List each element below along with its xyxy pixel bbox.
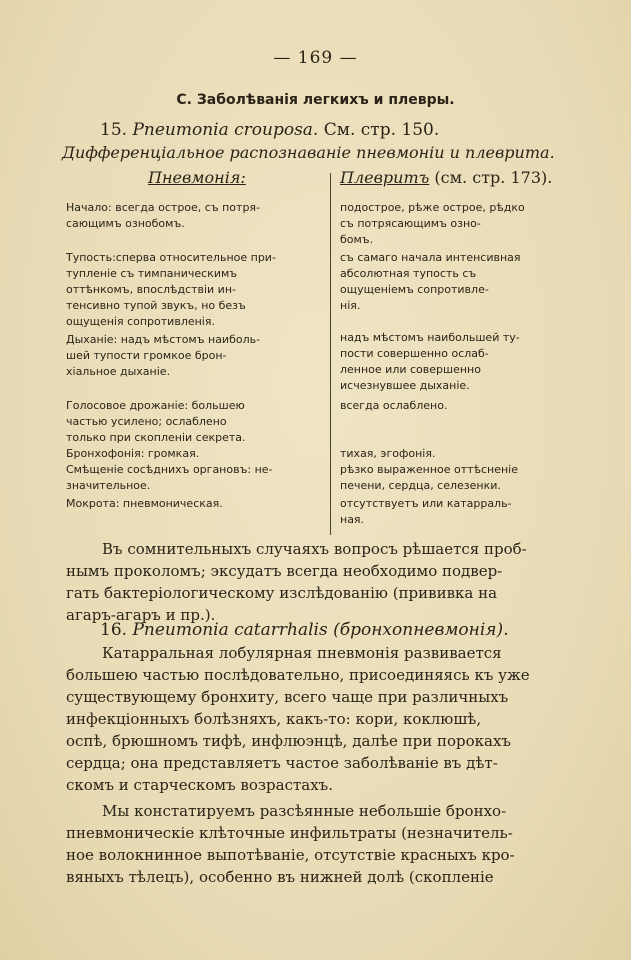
item-15-heading xyxy=(100,120,439,140)
item-16-latin: Pneumonia catarrhalis xyxy=(132,620,328,640)
pleuritis-ref: (см. стр. 173). xyxy=(434,168,553,187)
right-row-fremitus: всегда ослаблено. xyxy=(340,399,448,412)
section-title: С. Заболѣванія легкихъ и плевры. xyxy=(176,92,455,108)
differential-title: Дифференціальное распознаваніе пневмоніи и плеврита. xyxy=(62,143,555,162)
right-row-bronchophony: тихая, эгофонія. xyxy=(340,447,436,460)
left-row-sputum: Мокрота: пневмоническая. xyxy=(66,497,223,510)
left-row-dullness: Тупость:сперва относительное при- тупленіе съ тимпаническимъ оттѣнкомъ, впослѣдствіи ин- тенсивно тупой звукъ, но безъ ощущенія сопротивленія. xyxy=(66,251,276,328)
left-row-onset: Начало: всегда острое, съ потря- сающимъ ознобомъ. xyxy=(66,201,261,230)
paragraph-puncture: Въ сомнительныхъ случаяхъ вопросъ рѣшается проб- нымъ проколомъ; эксудатъ всегда необходимо подвер- гать бактеріологическому изслѣдованію (прививка на агаръ-агаръ и пр.). xyxy=(66,540,527,624)
right-row-sputum: отсутствуетъ или катарраль- ная. xyxy=(340,497,512,526)
left-row-bronchophony: Бронхофонія: громкая. xyxy=(66,447,200,460)
paragraph-findings: Мы констатируемъ разсѣянные небольшіе бронхо- пневмоническіе клѣточные инфильтраты (незначитель- ное волокнинное выпотѣваніе, отсутствіе красныхъ кро- вяныхъ тѣлецъ), особенно въ нижней долѣ (скопленіе xyxy=(66,802,515,886)
item-16-number: 16. xyxy=(100,620,128,640)
page-number: — 169 — xyxy=(273,48,358,68)
item-15-latin: Pneumonia crouposa. xyxy=(132,120,319,140)
left-row-fremitus: Голосовое дрожаніе: большею частью усилено; ослаблено только при скопленіи секрета. xyxy=(66,399,246,444)
paragraph-catarrhal: Катарральная лобулярная пневмонія развивается большею частью послѣдовательно, присоединяясь къ уже существующему бронхиту, всего чаще при различныхъ инфекціонныхъ болѣзняхъ, какъ-то: кори, коклюшѣ, оспѣ, брюшномъ тифѣ, инфлюэнцѣ, далѣе при порокахъ сердца; она представляетъ частое заболѣваніе въ дѣт- скомъ и старческомъ возрастахъ. xyxy=(66,644,530,794)
column-divider xyxy=(330,173,331,535)
item-16-russian: (бронхопневмонія). xyxy=(333,620,509,640)
item-16-heading xyxy=(100,620,509,640)
item-15-ref: См. стр. 150. xyxy=(323,120,440,140)
right-row-breathing: надъ мѣстомъ наибольшей ту- пости совершенно ослаб- ленное или совершенно исчезнувшее дыханіе. xyxy=(340,331,520,392)
item-15-number: 15. xyxy=(100,120,128,140)
column-header-pleuritis xyxy=(340,168,552,187)
right-row-onset: подострое, рѣже острое, рѣдко съ потрясающимъ озно- бомъ. xyxy=(340,201,525,246)
pleuritis-label: Плевритъ xyxy=(340,168,430,187)
right-row-dullness: съ самаго начала интенсивная абсолютная тупость съ ощущеніемъ сопротивле- нія. xyxy=(340,251,521,312)
left-row-displacement: Смѣщеніе сосѣднихъ органовъ: не- значительное. xyxy=(66,463,273,492)
column-header-pneumonia: Пневмонія: xyxy=(148,168,246,187)
right-row-displacement: рѣзко выраженное оттѣсненіе печени, сердца, селезенки. xyxy=(340,463,518,492)
left-row-breathing: Дыханіе: надъ мѣстомъ наиболь- шей тупости громкое брон- хіальное дыханіе. xyxy=(66,333,261,378)
